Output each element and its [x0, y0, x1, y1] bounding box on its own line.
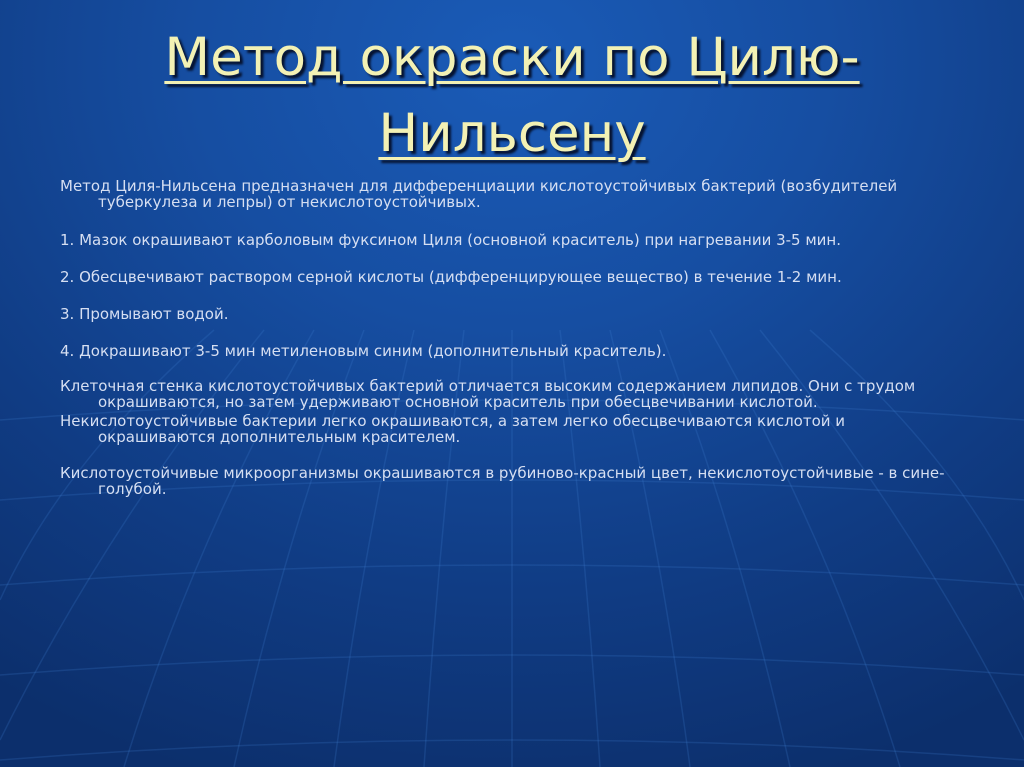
note-non-acid-fast: Некислотоустойчивые бактерии легко окрашиваются, а затем легко обесцвечиваются кислотой и окрашиваются дополнительным красителем. [60, 412, 846, 446]
step-1: 1. Мазок окрашивают карболовым фуксином Циля (основной краситель) при нагревании 3-5 мин. [60, 231, 841, 249]
step-4: 4. Докрашивают 3-5 мин метиленовым синим (дополнительный краситель). [60, 342, 667, 360]
intro-paragraph: Метод Циля-Нильсена предназначен для дифференциации кислотоустойчивых бактерий (возбудителей туберкулеза и лепры) от некислотоустойчивых. [60, 177, 898, 211]
step-2: 2. Обесцвечивают раствором серной кислоты (дифференцирующее вещество) в течение 1-2 мин. [60, 268, 842, 286]
slide-body [60, 178, 965, 497]
slide-title: Метод окраски по Цилю-Нильсену [164, 27, 860, 164]
note-cell-wall: Клеточная стенка кислотоустойчивых бактерий отличается высоким содержанием липидов. Они с трудом окрашиваются, но затем удерживают основной краситель при обесцвечивании кислотой. [60, 377, 916, 411]
step-3: 3. Промывают водой. [60, 305, 229, 323]
note-staining-colors: Кислотоустойчивые микроорганизмы окрашиваются в рубиново-красный цвет, некислотоустойчивые - в сине-голубой. [60, 464, 945, 498]
